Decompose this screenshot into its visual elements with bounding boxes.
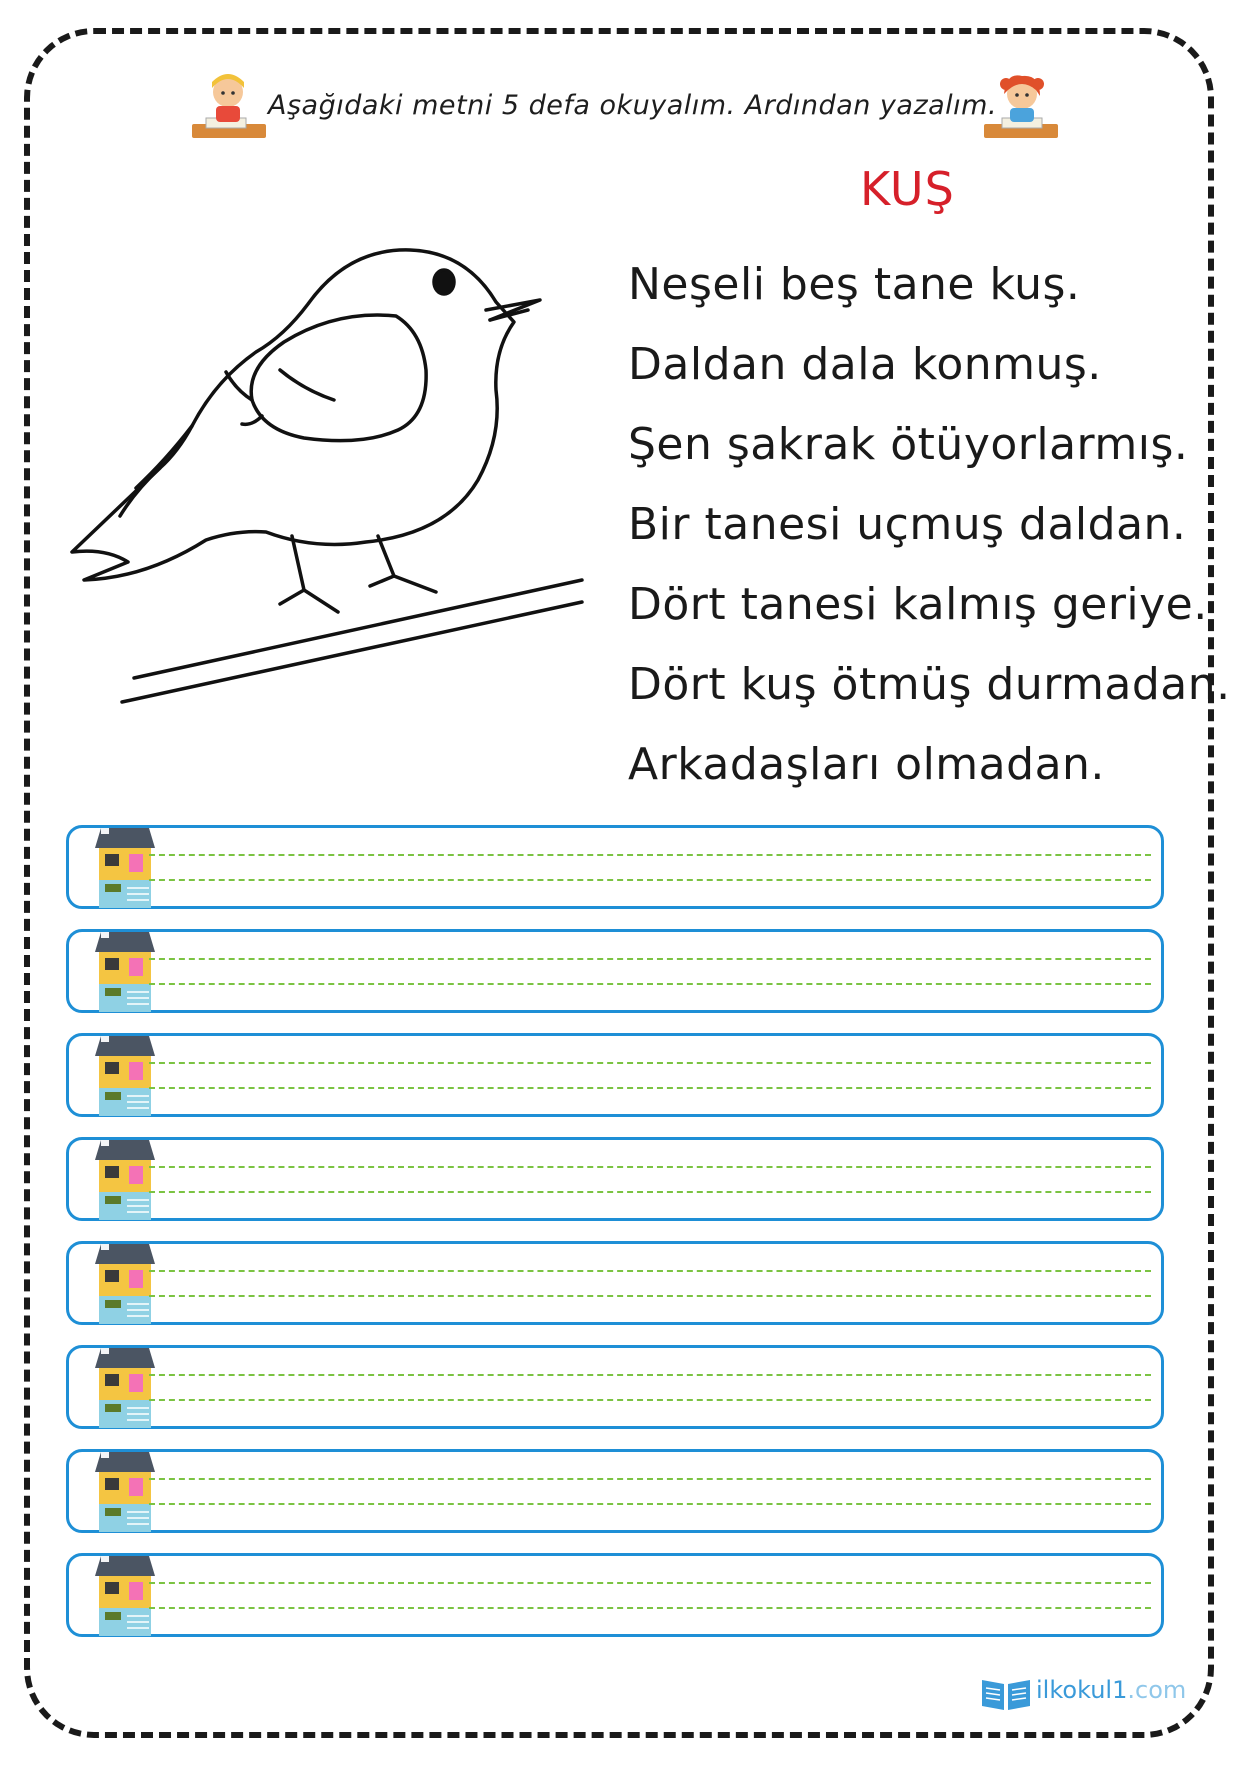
- poem-line: Daldan dala konmuş.: [628, 339, 1102, 390]
- guide-dashed-line: [149, 879, 1151, 881]
- book-logo-icon: [978, 1674, 1034, 1712]
- house-icon: [95, 1450, 155, 1534]
- guide-dashed-line: [149, 1374, 1151, 1376]
- guide-dashed-line: [149, 1191, 1151, 1193]
- writing-line[interactable]: [66, 1033, 1164, 1117]
- guide-dashed-line: [149, 1399, 1151, 1401]
- instruction-header: [0, 70, 1241, 150]
- poem-line: Bir tanesi uçmuş daldan.: [628, 499, 1187, 550]
- poem-line: Arkadaşları olmadan.: [628, 739, 1105, 790]
- brand-name: ilkokul1: [1036, 1676, 1128, 1704]
- poem-line: Dört kuş ötmüş durmadan.: [628, 659, 1231, 710]
- guide-dashed-line: [149, 983, 1151, 985]
- writing-line[interactable]: [66, 1449, 1164, 1533]
- guide-dashed-line: [149, 1582, 1151, 1584]
- house-icon: [95, 1034, 155, 1118]
- writing-lines: [66, 825, 1166, 1657]
- guide-dashed-line: [149, 1503, 1151, 1505]
- writing-line[interactable]: [66, 1137, 1164, 1221]
- guide-dashed-line: [149, 1270, 1151, 1272]
- house-icon: [95, 1242, 155, 1326]
- writing-line[interactable]: [66, 825, 1164, 909]
- house-icon: [95, 1138, 155, 1222]
- poem: [628, 245, 1231, 805]
- poem-line: Neşeli beş tane kuş.: [628, 259, 1081, 310]
- guide-dashed-line: [149, 1166, 1151, 1168]
- brand-text: [1036, 1676, 1186, 1704]
- poem-line: Şen şakrak ötüyorlarmış.: [628, 419, 1189, 470]
- poem-line: Dört tanesi kalmış geriye.: [628, 579, 1208, 630]
- guide-dashed-line: [149, 1087, 1151, 1089]
- writing-line[interactable]: [66, 1345, 1164, 1429]
- house-icon: [95, 1554, 155, 1638]
- poem-title: KUŞ: [860, 162, 955, 216]
- guide-dashed-line: [149, 1295, 1151, 1297]
- house-icon: [95, 826, 155, 910]
- writing-line[interactable]: [66, 929, 1164, 1013]
- instruction-text: Aşağıdaki metni 5 defa okuyalım. Ardından yazalım.: [268, 90, 998, 121]
- guide-dashed-line: [149, 1607, 1151, 1609]
- writing-line[interactable]: [66, 1553, 1164, 1637]
- house-icon: [95, 930, 155, 1014]
- guide-dashed-line: [149, 958, 1151, 960]
- guide-dashed-line: [149, 1478, 1151, 1480]
- boy-reading-icon: [188, 70, 270, 142]
- writing-line[interactable]: [66, 1241, 1164, 1325]
- brand-suffix: .com: [1127, 1676, 1187, 1704]
- guide-dashed-line: [149, 1062, 1151, 1064]
- guide-dashed-line: [149, 854, 1151, 856]
- bird-illustration: [66, 240, 626, 720]
- house-icon: [95, 1346, 155, 1430]
- girl-writing-icon: [980, 70, 1062, 142]
